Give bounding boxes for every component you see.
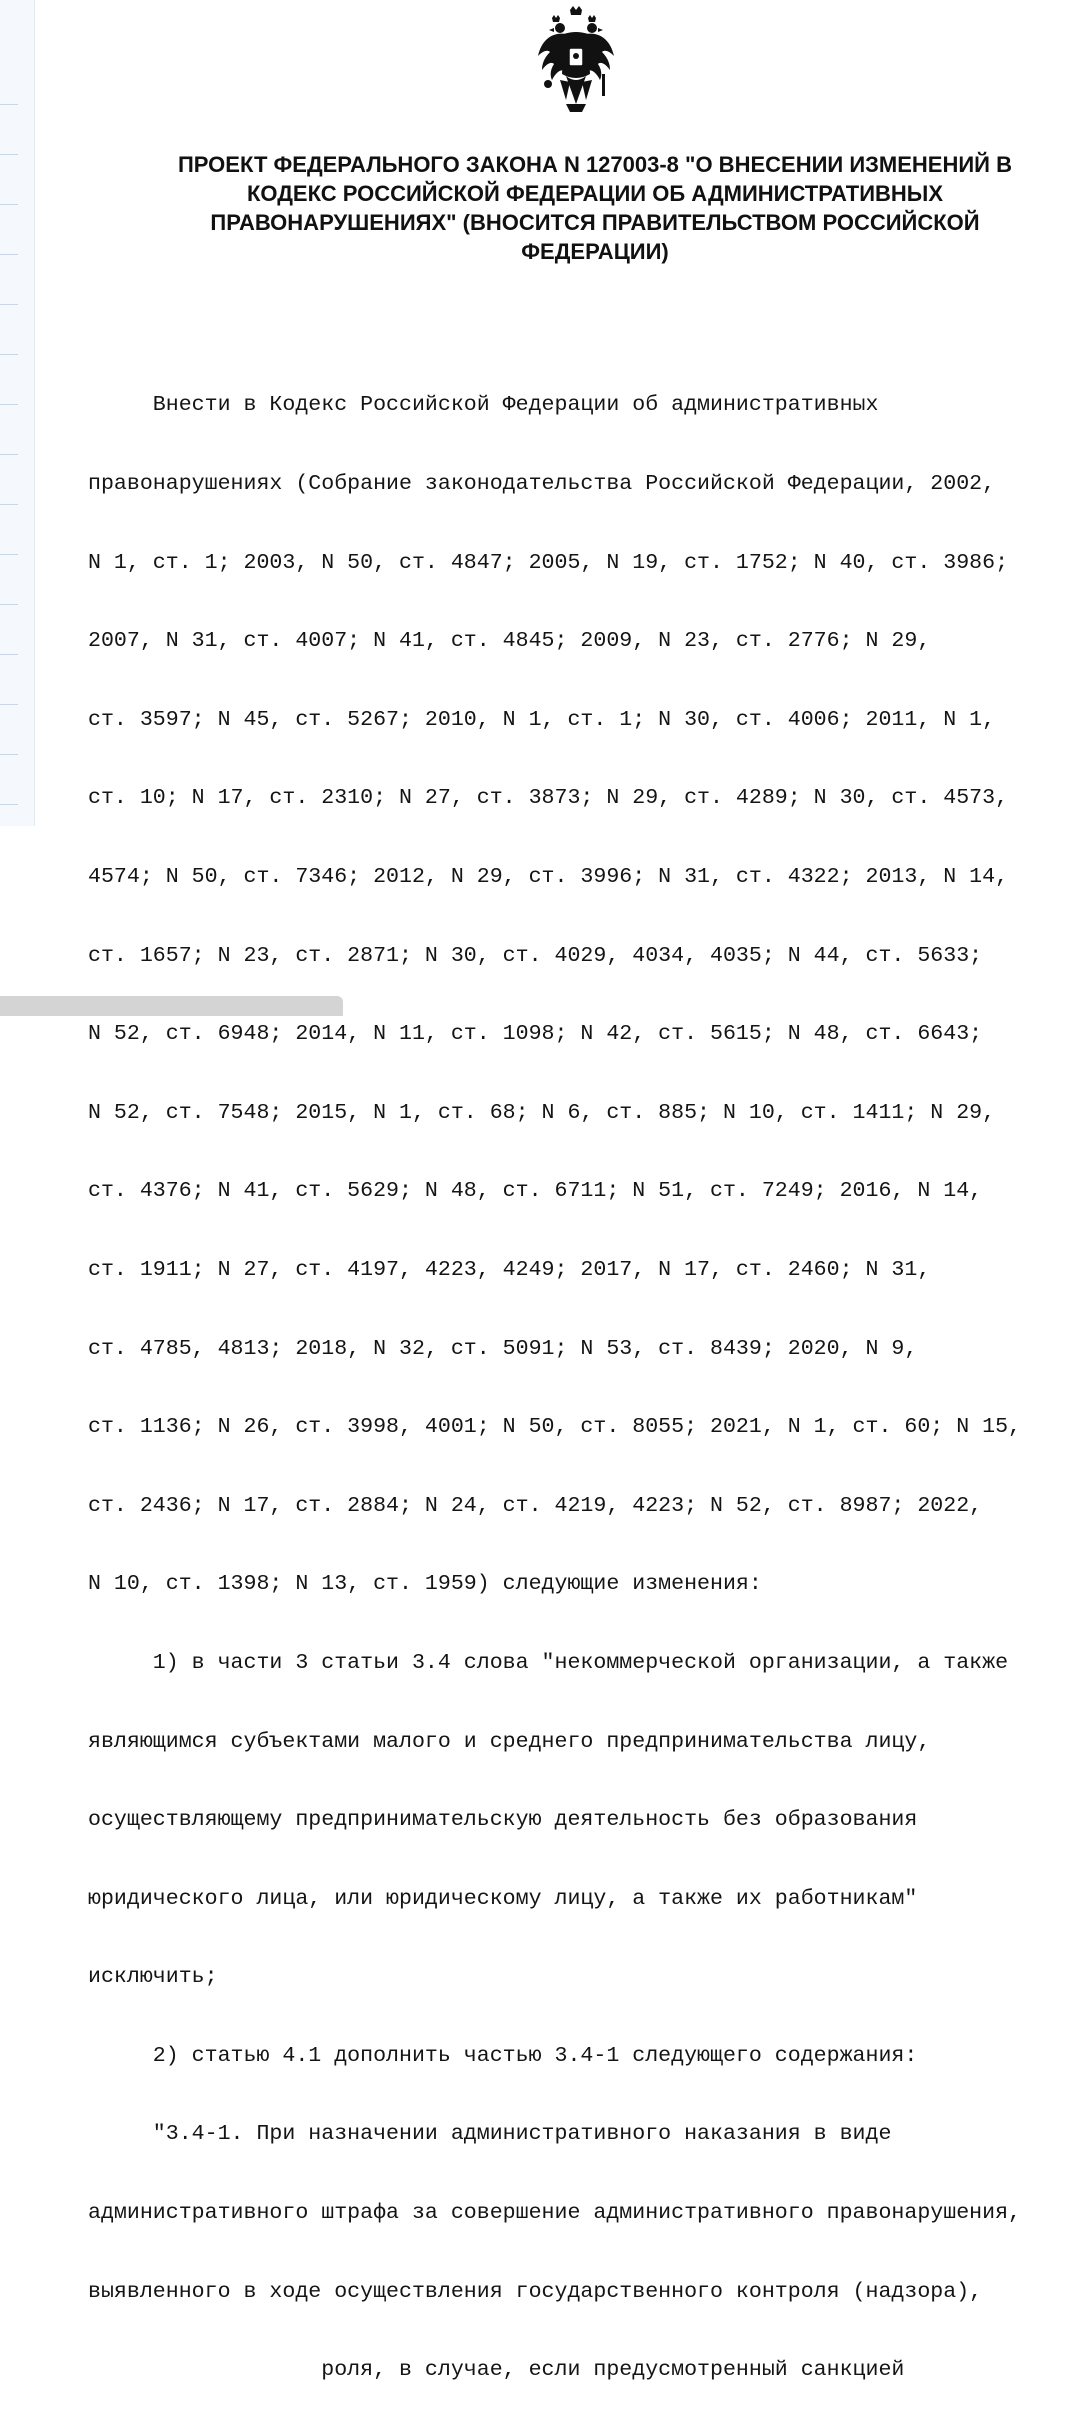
document-body (88, 340, 1078, 2410)
body-line: "3.4-1. При назначении административного наказания в виде (88, 2122, 892, 2147)
panel-divider (0, 154, 18, 155)
body-line: правонарушениях (Собрание законодательства Российской Федерации, 2002, (88, 472, 996, 496)
title-line: ФЕДЕРАЦИИ) (521, 239, 669, 264)
body-line: ст. 10; N 17, ст. 2310; N 27, ст. 3873; N 29, ст. 4289; N 30, ст. 4573, (88, 786, 1009, 811)
body-line: исключить; (88, 1965, 218, 1990)
body-line: являющимся субъектами малого и среднего предпринимательства лицу, (88, 1729, 931, 1754)
panel-divider (0, 404, 18, 405)
body-line: ст. 1911; N 27, ст. 4197, 4223, 4249; 2017, N 17, ст. 2460; N 31, (88, 1257, 931, 1282)
body-line: ст. 4376; N 41, ст. 5629; N 48, ст. 6711; N 51, ст. 7249; 2016, N 14, (88, 1179, 983, 1204)
panel-divider (0, 304, 18, 305)
body-line: N 52, ст. 7548; 2015, N 1, ст. 68; N 6, ст. 885; N 10, ст. 1411; N 29, (88, 1100, 996, 1125)
panel-divider (0, 654, 18, 655)
panel-divider (0, 754, 18, 755)
body-line: 4574; N 50, ст. 7346; 2012, N 29, ст. 3996; N 31, ст. 4322; 2013, N 14, (88, 864, 1009, 889)
panel-divider (0, 604, 18, 605)
body-line: N 52, ст. 6948; 2014, N 11, ст. 1098; N 42, ст. 5615; N 48, ст. 6643; (88, 1022, 983, 1047)
document-title (120, 150, 1070, 266)
panel-divider (0, 254, 18, 255)
coat-of-arms-emblem (536, 4, 616, 116)
body-line: 2) статью 4.1 дополнить частью 3.4-1 следующего содержания: (88, 2043, 918, 2068)
panel-divider (0, 354, 18, 355)
body-line: роля, в случае, если предусмотренный санкцией (88, 2358, 905, 2383)
body-line: ст. 4785, 4813; 2018, N 32, ст. 5091; N 53, ст. 8439; 2020, N 9, (88, 1336, 918, 1361)
body-line: Внести в Кодекс Российской Федерации об административных (88, 393, 879, 418)
panel-divider (0, 504, 18, 505)
body-line: ст. 3597; N 45, ст. 5267; 2010, N 1, ст. 1; N 30, ст. 4006; 2011, N 1, (88, 707, 996, 732)
body-line: ст. 1657; N 23, ст. 2871; N 30, ст. 4029, 4034, 4035; N 44, ст. 5633; (88, 943, 983, 968)
body-line: административного штрафа за совершение административного правонарушения, (88, 2201, 1022, 2226)
panel-divider (0, 104, 18, 105)
side-panel (0, 0, 35, 826)
body-line: выявленного в ходе осуществления государственного контроля (надзора), (88, 2279, 983, 2304)
horizontal-scrollbar[interactable] (0, 996, 343, 1016)
panel-divider (0, 704, 18, 705)
body-line: 2007, N 31, ст. 4007; N 41, ст. 4845; 2009, N 23, ст. 2776; N 29, (88, 629, 931, 654)
title-line: ПРОЕКТ ФЕДЕРАЛЬНОГО ЗАКОНА N 127003-8 "О ВНЕСЕНИИ ИЗМЕНЕНИЙ В (177, 152, 1012, 177)
panel-divider (0, 804, 18, 805)
body-line: 1) в части 3 статьи 3.4 слова "некоммерческой организации, а также (88, 1650, 1009, 1675)
panel-divider (0, 204, 18, 205)
body-line: N 10, ст. 1398; N 13, ст. 1959) следующие изменения: (88, 1572, 762, 1597)
body-line: ст. 2436; N 17, ст. 2884; N 24, ст. 4219, 4223; N 52, ст. 8987; 2022, (88, 1493, 983, 1518)
body-line: юридического лица, или юридическому лицу, а также их работникам" (88, 1886, 918, 1911)
body-line: ст. 1136; N 26, ст. 3998, 4001; N 50, ст. 8055; 2021, N 1, ст. 60; N 15, (88, 1415, 1022, 1440)
title-line: КОДЕКС РОССИЙСКОЙ ФЕДЕРАЦИИ ОБ АДМИНИСТРАТИВНЫХ (246, 181, 944, 206)
title-line: ПРАВОНАРУШЕНИЯХ" (ВНОСИТСЯ ПРАВИТЕЛЬСТВОМ РОССИЙСКОЙ (210, 210, 980, 235)
panel-divider (0, 554, 18, 555)
body-line: осуществляющему предпринимательскую деятельность без образования (88, 1808, 918, 1833)
panel-divider (0, 454, 18, 455)
body-line: N 1, ст. 1; 2003, N 50, ст. 4847; 2005, N 19, ст. 1752; N 40, ст. 3986; (88, 550, 1009, 575)
